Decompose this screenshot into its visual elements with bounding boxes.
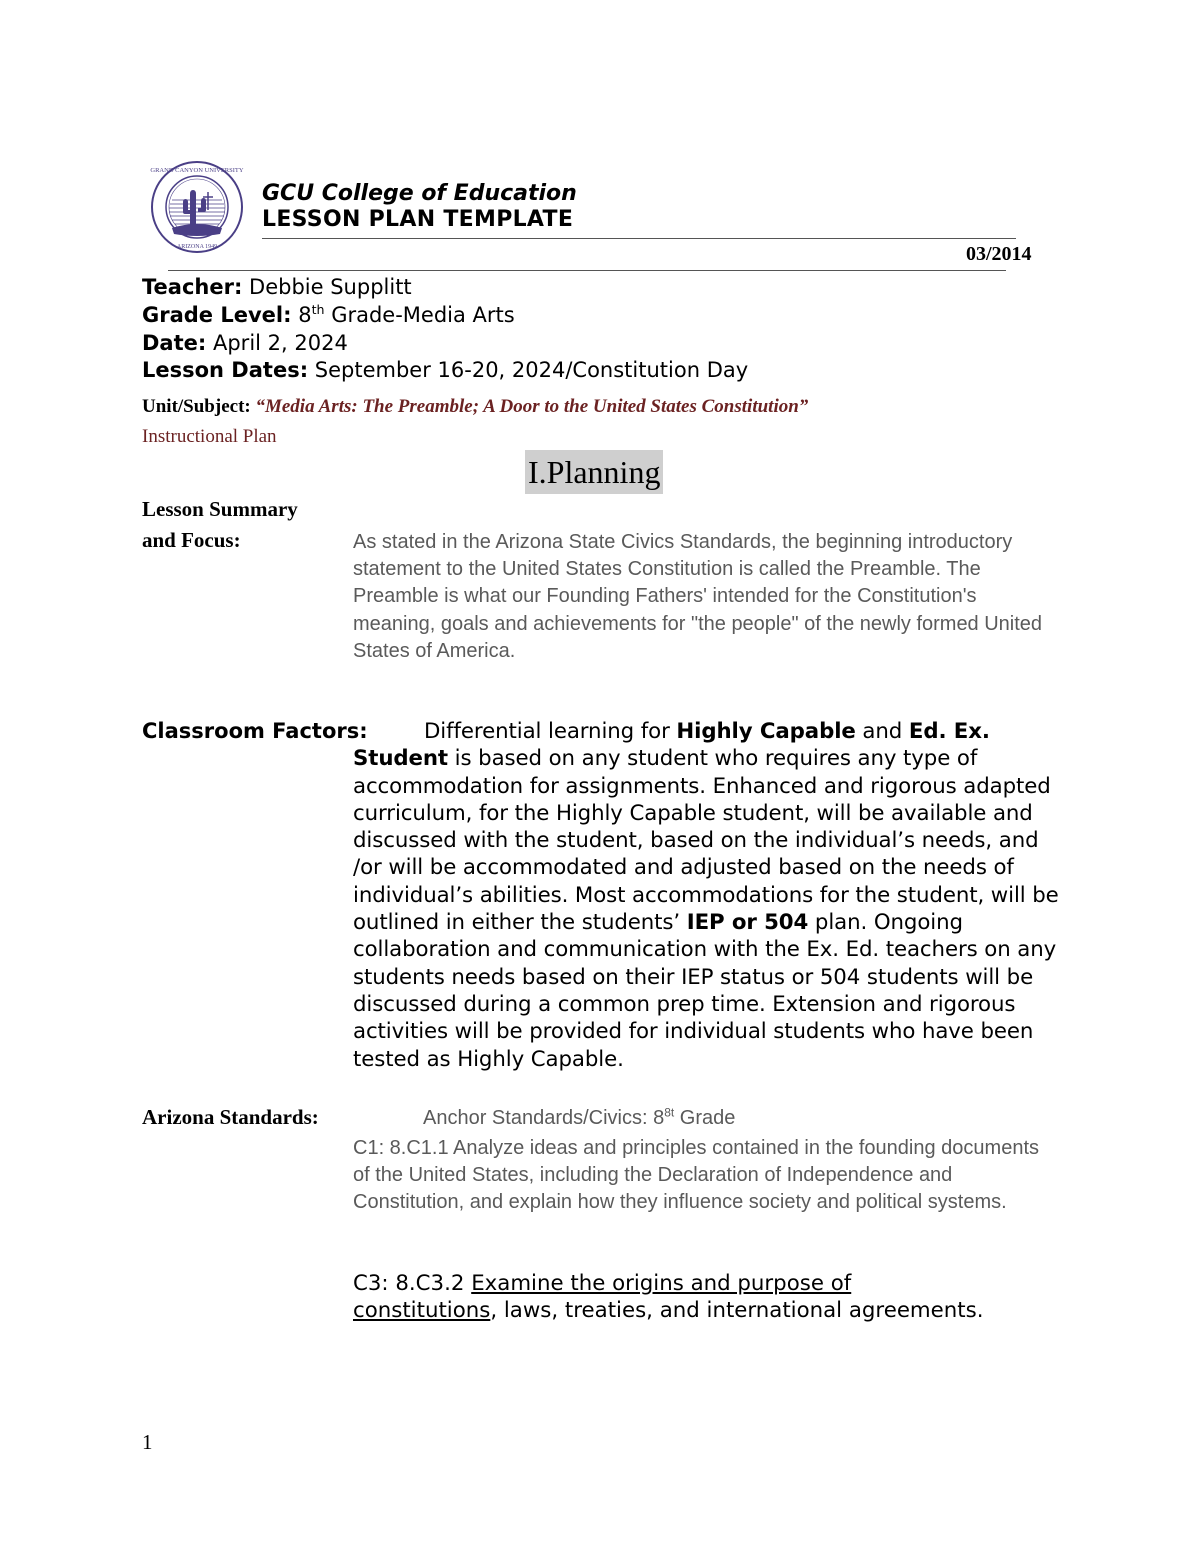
factors-text-part: and bbox=[855, 719, 909, 744]
teacher-label: Teacher: bbox=[142, 275, 243, 299]
factors-text-part: is based on any student who requires any type of accommodation for assignments. Enhanced and rigorous adapted curriculum, for the Highly Capable student, will be available and discussed with the student, based on the individual’s needs, and /or will be accommodated and adjusted based on the needs of individual’s abilities. Most accommodations for the student, will be outlined in either the students’ bbox=[353, 746, 1059, 936]
unit-subject-title: “Media Arts: The Preamble; A Door to the United States Constitution” bbox=[255, 396, 809, 417]
classroom-factors-label: Classroom Factors: bbox=[142, 719, 368, 743]
lesson-summary-label: Lesson Summary bbox=[142, 497, 298, 521]
grade-number: 8 bbox=[298, 303, 312, 327]
factors-text-part: plan. Ongoing collaboration and communication with the Ex. Ed. teachers on any students needs based on their IEP status or 504 students will be discussed during a common prep time. Extension and rigorous activities will be provided for individual students who have been tested as Highly Capable. bbox=[353, 910, 1057, 1072]
header-divider bbox=[262, 238, 1016, 239]
section-heading-planning: I.Planning bbox=[525, 450, 663, 494]
university-seal-logo bbox=[150, 160, 244, 254]
unit-subject-line bbox=[142, 396, 808, 418]
factors-bold-ed-ex-student: Ed. Ex. Student bbox=[353, 719, 990, 772]
factors-bold-iep-504: IEP or 504 bbox=[686, 910, 809, 936]
grade-suffix: th bbox=[311, 302, 325, 317]
factors-bold-highly-capable: Highly Capable bbox=[676, 719, 856, 744]
anchor-standards-sup: 8t bbox=[664, 1105, 675, 1120]
lesson-summary-text: As stated in the Arizona State Civics Standards, the beginning introductory statement to the United States Constitution is called the Preamble. The Preamble is what our Founding Fathers' intended for the Constitution's meaning, goals and achievements for "the people" of the newly formed United States of America. bbox=[353, 531, 1043, 662]
lesson-dates-value: September 16-20, 2024/Constitution Day bbox=[314, 358, 749, 382]
grade-level-value: Grade-Media Arts bbox=[331, 303, 515, 327]
standard-c3-underlined-constitutions: constitutions bbox=[353, 1298, 491, 1324]
grade-level-label: Grade Level: bbox=[142, 303, 292, 327]
anchor-standards-prefix: Anchor Standards/Civics: 8 bbox=[423, 1107, 665, 1129]
standard-c1-text: C1: 8.C1.1 Analyze ideas and principles contained in the founding documents of the United States, including the Declaration of Independence and Constitution, and explain how they influence society and political systems. bbox=[353, 1137, 1040, 1214]
lesson-dates-line bbox=[142, 357, 748, 384]
date-line bbox=[142, 330, 348, 357]
unit-subject-label: Unit/Subject: bbox=[142, 396, 251, 417]
teacher-value: Debbie Supplitt bbox=[249, 275, 412, 299]
factors-text-part: Differential learning for bbox=[424, 719, 677, 744]
standard-c3-underlined: Examine the origins and purpose of bbox=[471, 1271, 852, 1296]
date-label: Date: bbox=[142, 331, 207, 355]
date-value: April 2, 2024 bbox=[212, 331, 348, 355]
anchor-standards-heading bbox=[423, 1107, 735, 1130]
college-name: GCU College of Education bbox=[262, 181, 577, 206]
anchor-standards-suffix: Grade bbox=[674, 1107, 736, 1129]
instructional-plan-label: Instructional Plan bbox=[142, 426, 277, 447]
classroom-factors-text bbox=[353, 718, 1068, 1073]
header-divider-bottom bbox=[168, 270, 1006, 271]
standard-c3-text bbox=[353, 1270, 1073, 1325]
teacher-line bbox=[142, 274, 412, 301]
grade-level-line bbox=[142, 302, 515, 329]
lesson-focus-label: and Focus: bbox=[142, 528, 241, 552]
arizona-standards-label: Arizona Standards: bbox=[142, 1105, 319, 1129]
page-number: 1 bbox=[142, 1430, 153, 1454]
standard-c3-prefix: C3: 8.C3.2 bbox=[353, 1271, 472, 1296]
template-title: LESSON PLAN TEMPLATE bbox=[262, 207, 574, 232]
standard-c3-rest: , laws, treaties, and international agreements. bbox=[490, 1298, 984, 1324]
svg-text:ARIZONA 1949: ARIZONA 1949 bbox=[176, 244, 218, 250]
lesson-dates-label: Lesson Dates: bbox=[142, 358, 309, 382]
template-version-date: 03/2014 bbox=[966, 243, 1032, 265]
svg-text:GRAND CANYON UNIVERSITY: GRAND CANYON UNIVERSITY bbox=[150, 167, 244, 174]
